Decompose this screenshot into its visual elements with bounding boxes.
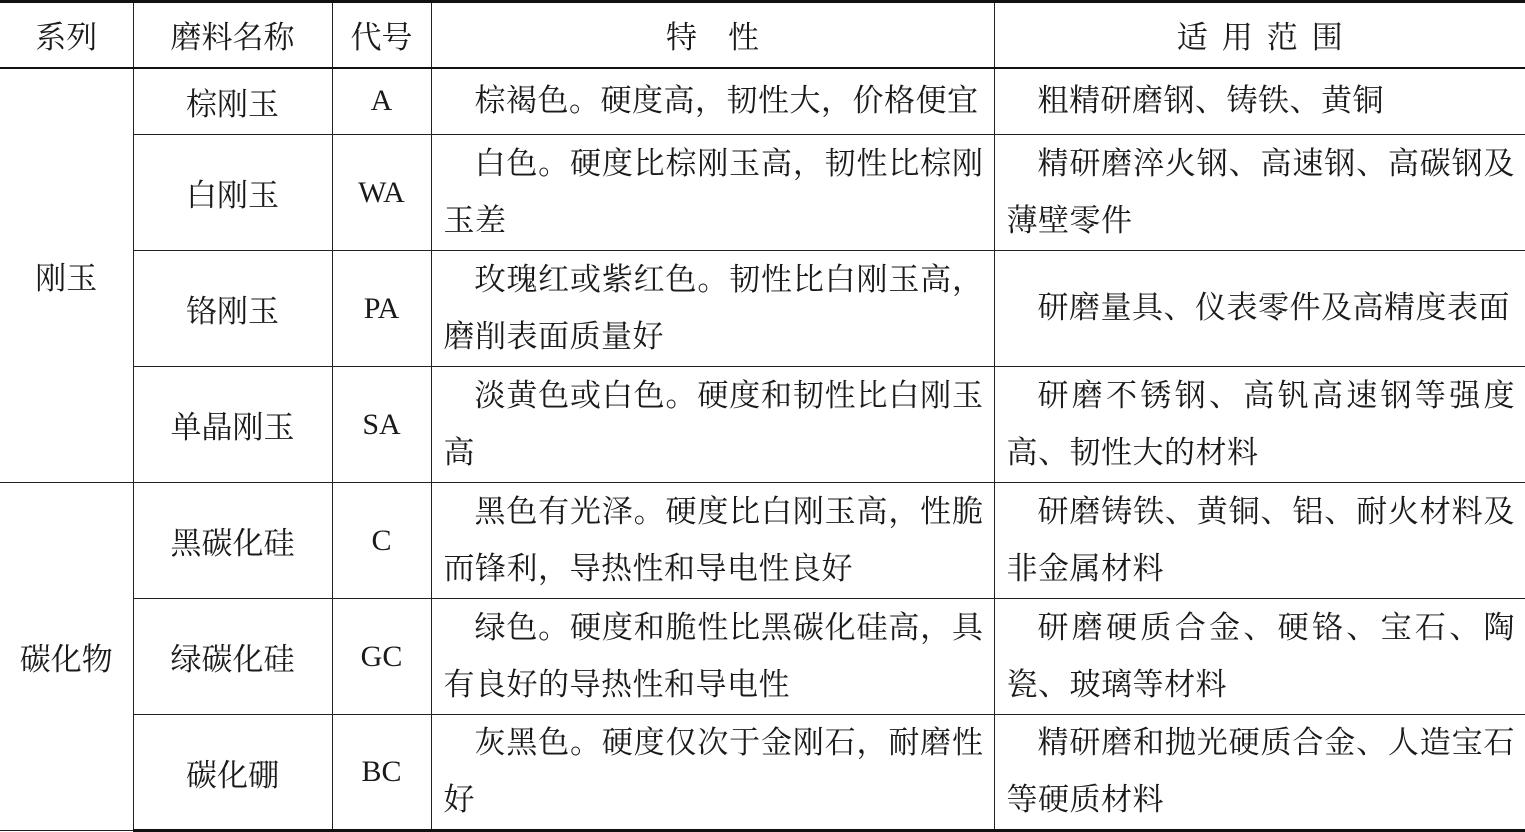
name-cell: 单晶刚玉 — [133, 367, 332, 483]
application-cell: 研磨量具、仪表零件及高精度表面 — [994, 251, 1525, 367]
table-row — [0, 715, 1525, 831]
header-application: 适用范围 — [994, 2, 1525, 68]
property-cell: 白色。硬度比棕刚玉高，韧性比棕刚玉差 — [431, 135, 994, 251]
header-series: 系列 — [0, 2, 133, 68]
table-row — [0, 367, 1525, 483]
code-cell: WA — [332, 135, 431, 251]
code-cell: A — [332, 68, 431, 135]
name-cell: 铬刚玉 — [133, 251, 332, 367]
property-cell: 绿色。硬度和脆性比黑碳化硅高，具有良好的导热性和导电性 — [431, 599, 994, 715]
series-cell: 碳化物 — [0, 483, 133, 831]
table-row — [0, 251, 1525, 367]
name-cell: 绿碳化硅 — [133, 599, 332, 715]
header-name: 磨料名称 — [133, 2, 332, 68]
table-row — [0, 68, 1525, 135]
application-cell: 研磨铸铁、黄铜、铝、耐火材料及非金属材料 — [994, 483, 1525, 599]
table-row — [0, 135, 1525, 251]
property-cell: 棕褐色。硬度高，韧性大，价格便宜 — [431, 68, 994, 135]
code-cell: PA — [332, 251, 431, 367]
header-property: 特 性 — [431, 2, 994, 68]
header-row — [0, 2, 1525, 68]
property-cell: 淡黄色或白色。硬度和韧性比白刚玉高 — [431, 367, 994, 483]
application-cell: 研磨不锈钢、高钒高速钢等强度高、韧性大的材料 — [994, 367, 1525, 483]
property-cell: 玫瑰红或紫红色。韧性比白刚玉高，磨削表面质量好 — [431, 251, 994, 367]
application-cell: 精研磨淬火钢、高速钢、高碳钢及薄壁零件 — [994, 135, 1525, 251]
series-cell: 刚玉 — [0, 68, 133, 483]
name-cell: 碳化硼 — [133, 715, 332, 831]
code-cell: GC — [332, 599, 431, 715]
name-cell: 棕刚玉 — [133, 68, 332, 135]
code-cell: SA — [332, 367, 431, 483]
code-cell: C — [332, 483, 431, 599]
property-cell: 黑色有光泽。硬度比白刚玉高，性脆而锋利，导热性和导电性良好 — [431, 483, 994, 599]
table-row — [0, 483, 1525, 599]
header-code: 代号 — [332, 2, 431, 68]
name-cell: 白刚玉 — [133, 135, 332, 251]
property-cell: 灰黑色。硬度仅次于金刚石，耐磨性好 — [431, 715, 994, 831]
application-cell: 研磨硬质合金、硬铬、宝石、陶瓷、玻璃等材料 — [994, 599, 1525, 715]
table-row — [0, 599, 1525, 715]
code-cell: BC — [332, 715, 431, 831]
name-cell: 黑碳化硅 — [133, 483, 332, 599]
application-cell: 粗精研磨钢、铸铁、黄铜 — [994, 68, 1525, 135]
application-cell: 精研磨和抛光硬质合金、人造宝石等硬质材料 — [994, 715, 1525, 831]
